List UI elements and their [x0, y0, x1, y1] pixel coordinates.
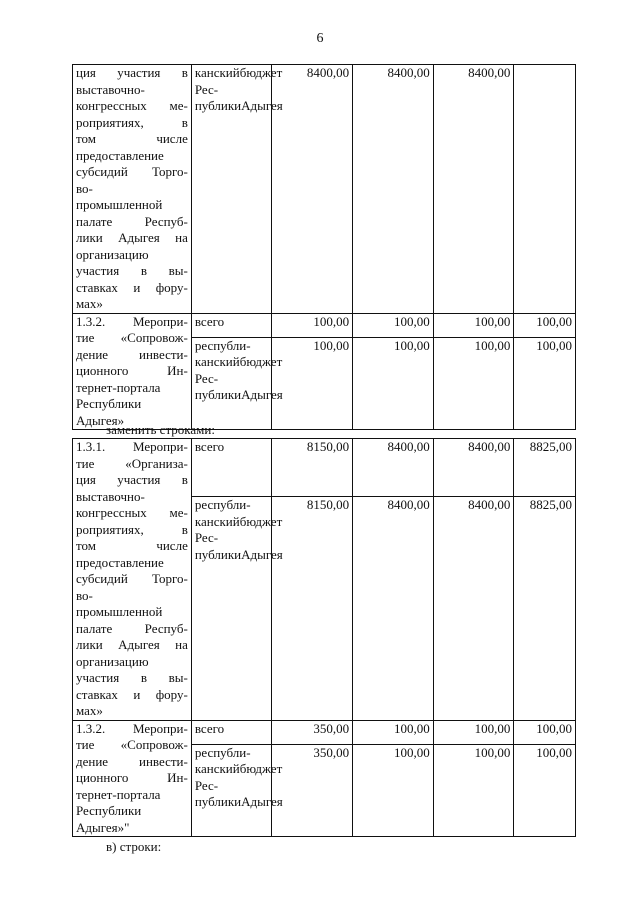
text-line: организацию — [76, 246, 149, 262]
total-value-cell: 100,00 — [272, 313, 353, 337]
value-cell: 100,00 — [272, 337, 353, 429]
text-line: предоставление — [76, 554, 164, 570]
total-value-cell: 100,00 — [514, 720, 576, 744]
text-line: 1.3.2. Меропри- — [76, 720, 188, 736]
text-line: бюджет Рес- — [194, 354, 283, 386]
text-line: промышленной — [76, 197, 163, 212]
value-cell: 8825,00 — [514, 497, 576, 720]
total-label-cell: всего — [191, 720, 272, 744]
budget-table-bottom — [72, 438, 576, 837]
total-value-cell: 100,00 — [433, 313, 514, 337]
table-row — [73, 65, 576, 314]
text-line: Адыгея» — [76, 412, 125, 428]
value-cell: 8150,00 — [272, 497, 353, 720]
value-cell: 100,00 — [514, 744, 576, 836]
text-line: ционного Ин- — [76, 363, 188, 378]
text-line: публики — [194, 794, 242, 810]
value-cell: 8400,00 — [272, 65, 353, 314]
table-row — [73, 313, 576, 337]
text-line: том числе — [76, 131, 188, 146]
value-cell: 100,00 — [353, 744, 434, 836]
text-line: роприятиях, в — [76, 521, 188, 537]
text-line: лики Адыгея на — [76, 637, 188, 652]
text-line: выставочно- — [76, 81, 145, 97]
text-line: ставках и фору- — [76, 279, 188, 295]
replace-instruction: заменить строками: — [106, 422, 215, 437]
text-line: канский — [194, 513, 240, 529]
text-line: Адыгея»" — [76, 819, 130, 835]
text-line: субсидий Торго- — [76, 164, 188, 179]
text-line: республи- — [194, 337, 251, 353]
text-line: дение инвести- — [76, 753, 188, 769]
text-line: ционного Ин- — [76, 770, 188, 785]
text-line: публики — [194, 98, 242, 113]
text-line: Адыгея — [241, 546, 283, 562]
funding-source-cell — [191, 337, 283, 429]
text-line: 1.3.2. Меропри- — [76, 313, 188, 329]
text-line: том числе — [76, 538, 188, 553]
total-value-cell: 100,00 — [353, 720, 434, 744]
value-cell: 8400,00 — [353, 65, 434, 314]
text-line: палате Респуб- — [76, 620, 188, 636]
total-value-cell: 350,00 — [272, 720, 353, 744]
text-line: ция участия в — [76, 472, 188, 487]
budget-table-top — [72, 64, 576, 430]
value-cell: 350,00 — [272, 744, 353, 836]
text-line: Республики — [76, 396, 142, 411]
value-cell: 8400,00 — [433, 65, 514, 314]
text-line: роприятиях, в — [76, 114, 188, 130]
total-value-cell: 100,00 — [353, 313, 434, 337]
text-line: Адыгея — [241, 98, 283, 113]
text-line: мах» — [76, 703, 103, 718]
text-line: дение инвести- — [76, 346, 188, 362]
measure-name-cell — [73, 439, 192, 721]
text-line: тие «Сопровож- — [76, 330, 188, 345]
funding-source-cell — [191, 497, 283, 720]
next-rows-label: в) строки: — [106, 839, 162, 854]
text-line: республи- — [194, 497, 251, 513]
text-line: тернет-портала — [76, 379, 161, 395]
text-line: канский — [194, 354, 240, 370]
text-line: конгрессных ме- — [76, 98, 188, 113]
text-line: ставках и фору- — [76, 686, 188, 702]
total-value-cell: 100,00 — [514, 313, 576, 337]
text-line: конгрессных ме- — [76, 505, 188, 520]
text-line: во- — [76, 587, 93, 603]
total-value-cell: 8400,00 — [353, 439, 434, 497]
measure-name-cell — [73, 720, 192, 837]
total-value-cell: 8150,00 — [272, 439, 353, 497]
text-line: участия в вы- — [76, 670, 188, 685]
text-line: субсидий Торго- — [76, 571, 188, 586]
page-number: 6 — [316, 31, 324, 46]
text-line: участия в вы- — [76, 263, 188, 278]
total-label-cell: всего — [191, 313, 272, 337]
table-row — [73, 720, 576, 744]
text-line: республи- — [194, 744, 251, 760]
text-line: промышленной — [76, 604, 163, 619]
funding-source-cell — [191, 65, 283, 314]
text-line: Адыгея — [241, 794, 283, 810]
text-line: организацию — [76, 653, 149, 669]
text-line: лики Адыгея на — [76, 230, 188, 245]
measure-name-cell — [73, 313, 192, 430]
total-value-cell: 8825,00 — [514, 439, 576, 497]
value-cell: 100,00 — [433, 744, 514, 836]
text-line: Адыгея — [241, 387, 283, 403]
text-line: Республики — [76, 803, 142, 818]
total-label-cell: всего — [191, 439, 272, 497]
text-line: выставочно- — [76, 488, 145, 504]
text-line: канский — [194, 65, 240, 80]
value-cell: 100,00 — [353, 337, 434, 429]
text-line: бюджет Рес- — [194, 761, 283, 793]
value-cell: 100,00 — [514, 337, 576, 429]
text-line: бюджет Рес- — [194, 513, 283, 546]
text-line: предоставление — [76, 147, 164, 163]
text-line: тернет-портала — [76, 786, 161, 802]
measure-name-cell — [73, 65, 192, 314]
text-line: 1.3.1. Меропри- — [76, 439, 188, 454]
total-value-cell: 100,00 — [433, 720, 514, 744]
text-line: тие «Сопровож- — [76, 737, 188, 752]
text-line: мах» — [76, 296, 103, 311]
value-cell: 8400,00 — [433, 497, 514, 720]
text-line: ция участия в — [76, 65, 188, 80]
text-line: публики — [194, 546, 242, 562]
text-line: во- — [76, 180, 93, 196]
text-line: публики — [194, 387, 242, 403]
text-line: бюджет Рес- — [194, 65, 283, 97]
text-line: тие «Организа- — [76, 455, 188, 471]
total-value-cell: 8400,00 — [433, 439, 514, 497]
text-line: палате Респуб- — [76, 213, 188, 229]
table-row — [73, 439, 576, 497]
funding-source-cell — [191, 744, 283, 836]
value-cell — [514, 65, 576, 314]
value-cell: 8400,00 — [353, 497, 434, 720]
value-cell: 100,00 — [433, 337, 514, 429]
text-line: канский — [194, 761, 240, 777]
